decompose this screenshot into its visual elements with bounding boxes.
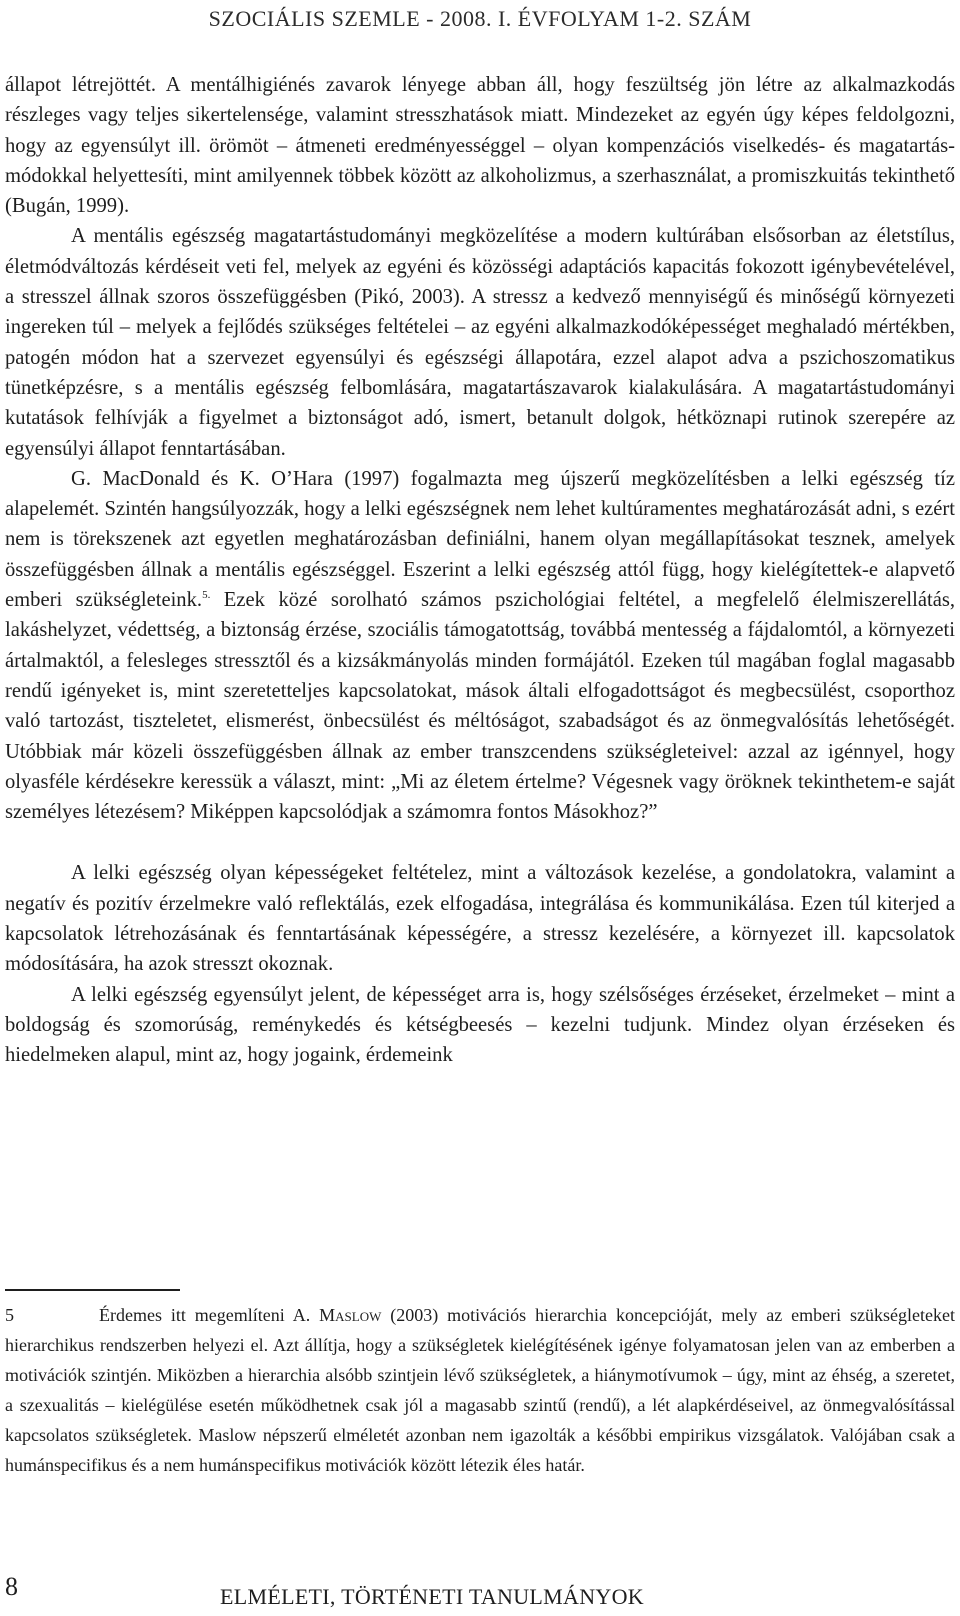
paragraph-3-text-a: G. MacDonald és K. O’Hara (1997) fogalmazta meg újszerű megközelítésben a lelki egészség tíz alapelemét. Szintén hangsúlyozzák, hogy a lelki egészségnek nem lehet kultúramentes meghatározását adni, s ezért nem is törekszenek azt egyetlen meghatározásban definiálni, hanem olyan megállapításokat tesznek, amelyek összefüggésben állnak a mentális egészséggel. Eszerint a lelki egészség attól függ, hogy kielégítettek-e alapvető emberi szükségleteink. bbox=[5, 467, 955, 612]
paragraph-3-text-b: Ezek közé sorolható számos pszichológiai feltétel, a megfelelő élelmiszerellátás, lakáshelyzet, védettség, a biztonság érzése, szociális támogatottság, továbbá mentesség a fájdalomtól, a környezeti ártalmaktól, a felesleges stressztől és a kizsákmányolás minden formájától. Ezeken túl magában foglal magasabb rendű igényeket is, mint szeretetteljes kapcsolatokat, mások általi elfogadottságot és megbecsülést, csoporthoz való tartozást, tiszteletet, elismerést, önbecsülést és méltóságot, szabadságot és az önmegvalósítás lehetőségét. Utóbbiak már közeli összefüggésben állnak az ember transzcendens szükségleteivel: azzal az igénnyel, hogy olyasféle kérdésekre keressük a választ, mint: „Mi az életem értelme? Végesnek vagy öröknek tekinthetem-e saját személyes létezésem? Miképpen kapcsolódjak a számomra fontos Másokhoz?” bbox=[5, 589, 955, 824]
footnote-author: Maslow bbox=[319, 1305, 382, 1325]
footnote-text-b: (2003) motivációs hierarchia koncepcióját, mely az emberi szükségleteket hierarchikus rendszerben helyezi el. Azt állítja, hogy a szükségletek kielégítésének igénye folyamatosan jelen van az emberben a motivációk szintjén. Miközben a hierarchia alsóbb szintjein lévő szükségletek, a hiánymotívumok – úgy, mint az éhség, a szeretet, a szexualitás – kielégülése esetén működhetnek csak jól a magasabb szintű (rendű), a lét alapkérdéseivel, az önmegvalósítással kapcsolatos szükségletek. Maslow népszerű elméletét azonban nem igazolták a későbbi empirikus vizsgálatok. Valójában csak a humánspecifikus és a nem humánspecifikus motivációk között létezik éles határ. bbox=[5, 1305, 955, 1476]
running-head: SZOCIÁLIS SZEMLE - 2008. I. ÉVFOLYAM 1-2. SZÁM bbox=[208, 6, 752, 31]
running-foot: ELMÉLETI, TÖRTÉNETI TANULMÁNYOK bbox=[220, 1584, 644, 1609]
footnote bbox=[5, 1300, 955, 1481]
paragraph-1: állapot létrejöttét. A mentálhigiénés zavarok lényege abban áll, hogy feszültség jön létre az alkalmazkodás részleges vagy teljes sikertelensége, valamint stresszhatások miatt. Mindezeket az egyén úgy képes feldolgozni, hogy az egyensúlyt ill. örömöt – átmeneti eredményességgel – olyan kompenzációs viselkedés- és magatartás-módokkal helyettesíti, mint amilyennek többek között az alkoholizmus, a szerhasználat, a promiszkuitás tekinthető (Bugán, 1999). bbox=[5, 74, 955, 218]
body-text bbox=[5, 70, 955, 1071]
paragraph-5: A lelki egészség egyensúlyt jelent, de képességet arra is, hogy szélsőséges érzéseket, érzelmeket – mint a boldogság és szomorúság, reménykedés és kétségbeesés – kezelni tudjunk. Mindez olyan érzéseken és hiedelmeken alapul, mint az, hogy jogaink, érdemeink bbox=[5, 983, 955, 1067]
paragraph-3 bbox=[5, 464, 955, 828]
paragraph-2: A mentális egészség magatartástudományi megközelítése a modern kultúrában elsősorban az életstílus, életmódváltozás kérdéseit veti fel, melyek az egyéni és közösségi adaptációs kapacitás fokozott igénybevételével, a stresszel állnak szoros összefüggésben (Pikó, 2003). A stressz a kedvező mennyiségű és minőségű környezeti ingereken túl – melyek a fejlődés szükséges feltételei – az egyéni alkalmazkodóképességet meghaladó mértékben, patogén módon hat a szervezet egyensúlyi és egészségi állapotára, ezzel alapot adva a pszichoszomatikus tünetképzésre, s a mentális egészség felbomlására, magatartászavarok kialakulására. A magatartástudományi kutatások felhívják a figyelmet a biztonságot adó, ismert, betanult dolgok, hétköznapi rutinok szerepére az egyensúlyi állapot fenntartásában. bbox=[5, 225, 955, 460]
page-number: 8 bbox=[5, 1572, 18, 1601]
footnote-text-a: Érdemes itt megemlíteni A. bbox=[99, 1305, 320, 1325]
footnote-reference: 5. bbox=[202, 589, 211, 602]
footnote-number: 5 bbox=[5, 1305, 14, 1325]
footnote-divider bbox=[5, 1289, 180, 1291]
paragraph-4: A lelki egészség olyan képességeket feltételez, mint a változások kezelése, a gondolatokra, valamint a negatív és pozitív érzelmekre való reflektálás, ezek elfogadása, integrálása és kommunikálása. Ezen túl kiterjed a kapcsolatok létrehozásának és fenntartásának képességére, a stressz kezelésére, a környezet ill. kapcsolatok módosítására, ha azok stresszt okoznak. bbox=[5, 862, 955, 976]
